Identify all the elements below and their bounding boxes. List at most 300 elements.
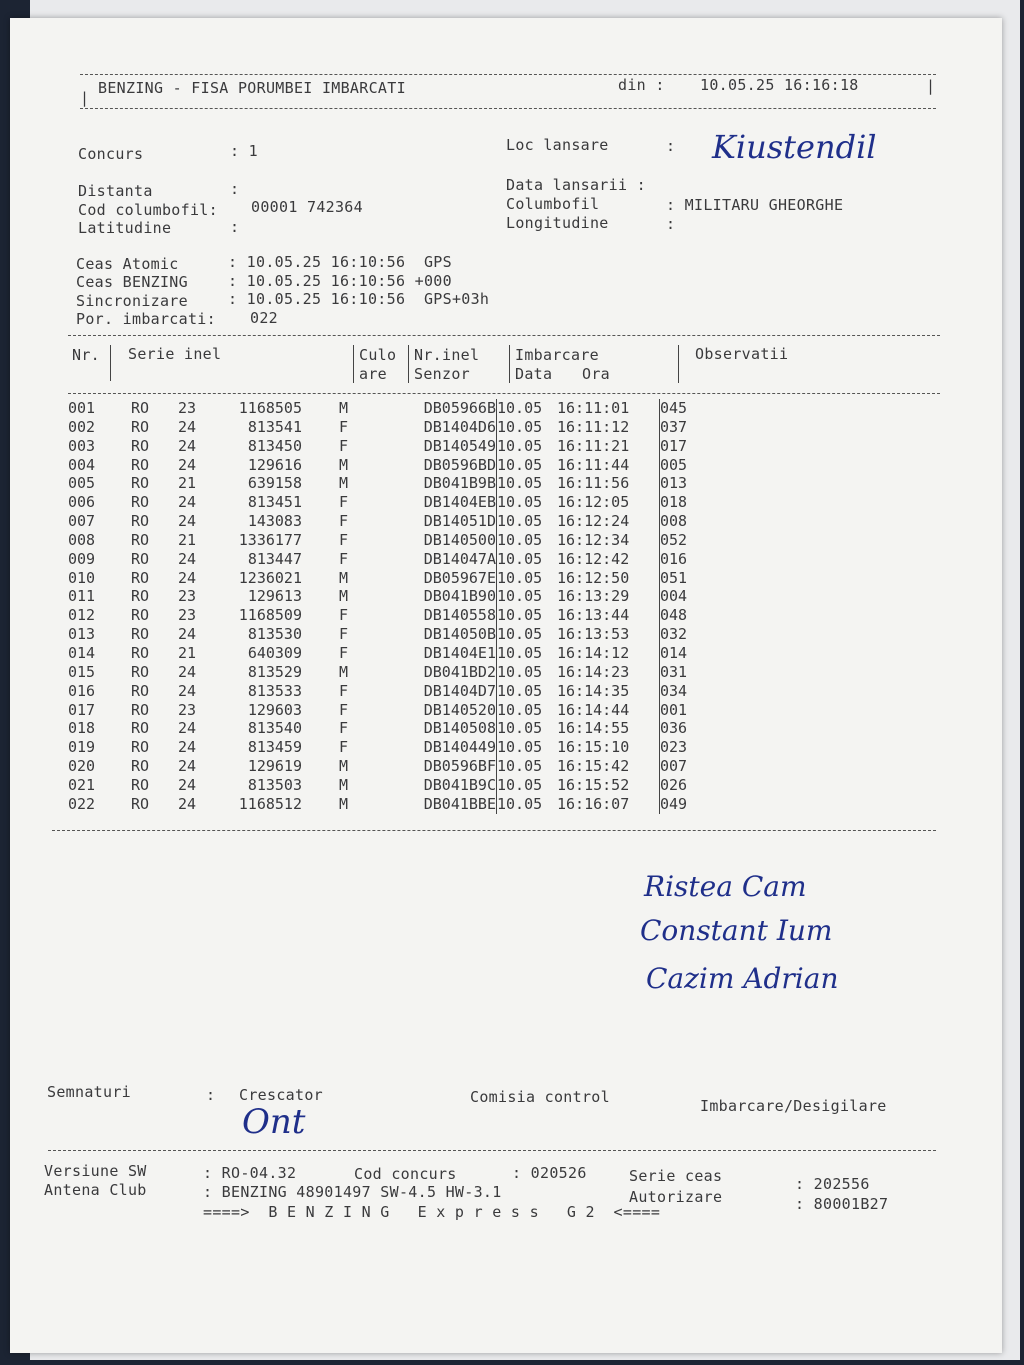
- row-sensor: DB1404EB: [402, 493, 497, 512]
- row-country: RO: [130, 417, 150, 436]
- row-color: [348, 701, 402, 720]
- row-nr: 015: [68, 662, 96, 681]
- handwritten-name-1: Ristea Cam: [644, 870, 807, 903]
- semnaturi-label: Semnaturi: [47, 1083, 131, 1101]
- row-ring-number: 640309: [247, 643, 302, 662]
- row-year: 24: [177, 625, 197, 644]
- columbofil-label: Columbofil: [506, 195, 600, 213]
- loc-lansare-label: Loc lansare: [506, 136, 609, 154]
- row-year: 24: [177, 738, 197, 757]
- row-ring-number: 639158: [247, 474, 302, 493]
- row-nr: 016: [68, 681, 96, 700]
- print-date-label: din :: [618, 76, 665, 94]
- row-sex: F: [338, 417, 348, 436]
- row-sex: M: [338, 662, 348, 681]
- row-observation: 052: [660, 530, 688, 549]
- row-date: 10.05: [497, 738, 543, 757]
- row-nr: 010: [68, 568, 96, 587]
- row-observation: 045: [660, 399, 688, 417]
- row-year: 24: [177, 662, 197, 681]
- row-ring-number: 813451: [247, 493, 302, 512]
- row-observation: 032: [660, 625, 688, 644]
- row-time: 16:12:24: [557, 512, 660, 531]
- table-row: [68, 663, 710, 682]
- col-divider: [509, 345, 510, 383]
- row-ring-number: 1168512: [238, 794, 302, 813]
- table-row: [68, 644, 710, 663]
- table-bottom-rule: [52, 830, 936, 831]
- row-color: [348, 738, 402, 757]
- row-sensor: DB05966B: [402, 399, 497, 418]
- col-header-data: Data: [515, 365, 553, 383]
- row-year: 24: [177, 757, 197, 776]
- row-color: [348, 493, 402, 512]
- row-year: 24: [177, 794, 197, 813]
- row-sex: F: [338, 625, 348, 644]
- crescator-signature: Ont: [242, 1102, 306, 1142]
- row-country: RO: [130, 625, 150, 644]
- row-color: [348, 437, 402, 456]
- row-time: 16:16:07: [557, 795, 660, 814]
- table-top-rule: [68, 335, 940, 336]
- concurs-label: Concurs: [78, 145, 144, 163]
- row-nr: 019: [68, 738, 96, 757]
- table-row: [68, 606, 710, 625]
- row-sex: M: [338, 455, 348, 474]
- table-row: [68, 682, 710, 701]
- table-row: [68, 512, 710, 531]
- col-divider: [353, 345, 354, 383]
- row-year: 24: [177, 455, 197, 474]
- row-sex: M: [338, 794, 348, 813]
- col-header-culo: Culo: [359, 346, 397, 364]
- row-date: 10.05: [497, 436, 543, 455]
- autorizare-value: : 80001B27: [795, 1195, 889, 1213]
- row-sex: F: [338, 530, 348, 549]
- table-row: [68, 701, 710, 720]
- comisia-control-label: Comisia control: [470, 1088, 610, 1106]
- row-observation: 007: [660, 757, 688, 776]
- table-row: [68, 776, 710, 795]
- row-country: RO: [130, 474, 150, 493]
- row-color: [348, 456, 402, 475]
- col-divider: [678, 345, 679, 383]
- row-date: 10.05: [497, 549, 543, 568]
- row-date: 10.05: [497, 719, 543, 738]
- row-ring-number: 129613: [247, 587, 302, 606]
- row-sensor: DB1404E1: [402, 644, 497, 663]
- row-sensor: DB1404D7: [402, 682, 497, 701]
- row-country: RO: [130, 700, 150, 719]
- row-country: RO: [130, 775, 150, 794]
- distanta-label: Distanta: [78, 182, 153, 200]
- loc-lansare-handwritten: Kiustendil: [712, 128, 877, 166]
- versiune-sw-value: : RO-04.32: [203, 1164, 297, 1182]
- row-sex: F: [338, 493, 348, 512]
- row-observation: 031: [660, 662, 688, 681]
- row-date: 10.05: [497, 512, 543, 531]
- row-year: 24: [177, 681, 197, 700]
- col-header-serie: Serie inel: [128, 345, 222, 363]
- row-sensor: DB0596BD: [402, 456, 497, 475]
- row-observation: 037: [660, 417, 688, 436]
- row-sex: M: [338, 587, 348, 606]
- row-year: 24: [177, 775, 197, 794]
- row-color: [348, 399, 402, 418]
- row-color: [348, 644, 402, 663]
- row-time: 16:11:21: [557, 437, 660, 456]
- row-observation: 023: [660, 738, 688, 757]
- row-sex: M: [338, 775, 348, 794]
- row-sensor: DB140449: [402, 738, 497, 757]
- row-year: 23: [177, 399, 197, 417]
- row-year: 24: [177, 568, 197, 587]
- col-divider: [110, 345, 111, 381]
- row-observation: 008: [660, 512, 688, 531]
- table-row: [68, 493, 710, 512]
- row-nr: 013: [68, 625, 96, 644]
- row-color: [348, 606, 402, 625]
- row-sex: F: [338, 700, 348, 719]
- row-time: 16:11:56: [557, 474, 660, 493]
- row-time: 16:15:52: [557, 776, 660, 795]
- row-color: [348, 512, 402, 531]
- row-time: 16:15:42: [557, 757, 660, 776]
- row-ring-number: 813540: [247, 719, 302, 738]
- row-time: 16:14:44: [557, 701, 660, 720]
- row-sensor: DB140500: [402, 531, 497, 550]
- row-year: 24: [177, 417, 197, 436]
- row-sensor: DB1404D6: [402, 418, 497, 437]
- row-ring-number: 1236021: [238, 568, 302, 587]
- row-time: 16:13:53: [557, 625, 660, 644]
- row-time: 16:12:05: [557, 493, 660, 512]
- cod-concurs-label: Cod concurs: [354, 1165, 457, 1183]
- col-header-imbarcare: Imbarcare: [515, 346, 599, 364]
- row-date: 10.05: [497, 643, 543, 662]
- row-time: 16:14:35: [557, 682, 660, 701]
- row-country: RO: [130, 794, 150, 813]
- row-date: 10.05: [497, 757, 543, 776]
- row-time: 16:11:44: [557, 456, 660, 475]
- row-color: [348, 531, 402, 550]
- row-sex: F: [338, 738, 348, 757]
- row-time: 16:12:50: [557, 569, 660, 588]
- row-date: 10.05: [497, 568, 543, 587]
- row-color: [348, 719, 402, 738]
- row-time: 16:12:42: [557, 550, 660, 569]
- longitudine-label: Longitudine: [506, 214, 609, 232]
- row-sensor: DB0596BF: [402, 757, 497, 776]
- col-header-ora: Ora: [582, 365, 610, 383]
- row-ring-number: 813541: [247, 417, 302, 436]
- row-sensor: DB041BBE: [402, 795, 497, 814]
- row-country: RO: [130, 606, 150, 625]
- ceas-atomic-label: Ceas Atomic: [76, 255, 179, 273]
- row-observation: 001: [660, 700, 688, 719]
- table-row: [68, 757, 710, 776]
- row-sex: F: [338, 512, 348, 531]
- antena-club-label: Antena Club: [44, 1181, 147, 1199]
- row-sensor: DB140549: [402, 437, 497, 456]
- handwritten-name-3: Cazim Adrian: [646, 962, 839, 995]
- row-color: [348, 418, 402, 437]
- col-header-observatii: Observatii: [695, 345, 789, 363]
- row-date: 10.05: [497, 662, 543, 681]
- row-country: RO: [130, 643, 150, 662]
- row-observation: 049: [660, 794, 688, 813]
- table-row: [68, 474, 710, 493]
- table-row: [68, 795, 710, 814]
- col-header-senzor: Senzor: [414, 365, 470, 383]
- semnaturi-colon: :: [206, 1086, 216, 1104]
- benzing-express-banner: ====> B E N Z I N G E x p r e s s G 2 <====: [203, 1203, 661, 1221]
- row-ring-number: 813450: [247, 436, 302, 455]
- row-sex: F: [338, 436, 348, 455]
- row-ring-number: 813530: [247, 625, 302, 644]
- footer-top-rule: [48, 1150, 936, 1151]
- row-nr: 004: [68, 455, 96, 474]
- row-sensor: DB041B9B: [402, 474, 497, 493]
- table-row: [68, 625, 710, 644]
- row-country: RO: [130, 568, 150, 587]
- row-observation: 026: [660, 775, 688, 794]
- handwritten-name-2: Constant Ium: [640, 914, 833, 947]
- row-time: 16:13:44: [557, 606, 660, 625]
- row-country: RO: [130, 455, 150, 474]
- row-time: 16:14:55: [557, 719, 660, 738]
- row-nr: 012: [68, 606, 96, 625]
- row-nr: 020: [68, 757, 96, 776]
- row-ring-number: 1336177: [238, 530, 302, 549]
- row-sex: F: [338, 643, 348, 662]
- row-sensor: DB140558: [402, 606, 497, 625]
- row-color: [348, 776, 402, 795]
- row-year: 21: [177, 643, 197, 662]
- row-ring-number: 1168509: [238, 606, 302, 625]
- pigeon-table-body: [68, 399, 710, 814]
- row-date: 10.05: [497, 700, 543, 719]
- row-ring-number: 813503: [247, 775, 302, 794]
- row-nr: 008: [68, 530, 96, 549]
- table-row: [68, 569, 710, 588]
- row-sex: M: [338, 568, 348, 587]
- loc-lansare-colon: :: [666, 137, 676, 155]
- antena-club-value: : BENZING 48901497 SW-4.5 HW-3.1: [203, 1183, 502, 1201]
- row-date: 10.05: [497, 794, 543, 813]
- row-year: 23: [177, 606, 197, 625]
- por-imbarcati-label: Por. imbarcati:: [76, 310, 216, 328]
- row-nr: 001: [68, 399, 96, 417]
- row-ring-number: 813533: [247, 681, 302, 700]
- row-nr: 009: [68, 549, 96, 568]
- por-imbarcati-value: 022: [250, 309, 278, 327]
- row-ring-number: 813447: [247, 549, 302, 568]
- data-lansarii-label: Data lansarii :: [506, 176, 646, 194]
- row-sensor: DB041BD2: [402, 663, 497, 682]
- row-date: 10.05: [497, 399, 543, 417]
- row-sex: M: [338, 757, 348, 776]
- row-nr: 014: [68, 643, 96, 662]
- row-color: [348, 757, 402, 776]
- row-year: 24: [177, 436, 197, 455]
- pigeon-table: [68, 399, 710, 814]
- row-date: 10.05: [497, 530, 543, 549]
- row-color: [348, 569, 402, 588]
- row-ring-number: 813459: [247, 738, 302, 757]
- row-time: 16:11:01: [557, 399, 660, 418]
- row-sex: F: [338, 719, 348, 738]
- distanta-colon: :: [230, 180, 240, 198]
- row-country: RO: [130, 662, 150, 681]
- row-observation: 005: [660, 455, 688, 474]
- row-sex: M: [338, 474, 348, 493]
- row-ring-number: 129603: [247, 700, 302, 719]
- row-country: RO: [130, 399, 150, 417]
- row-country: RO: [130, 587, 150, 606]
- row-sensor: DB05967E: [402, 569, 497, 588]
- table-row: [68, 437, 710, 456]
- table-row: [68, 587, 710, 606]
- row-country: RO: [130, 681, 150, 700]
- row-year: 24: [177, 493, 197, 512]
- row-sensor: DB041B90: [402, 587, 497, 606]
- row-date: 10.05: [497, 587, 543, 606]
- row-time: 16:14:23: [557, 663, 660, 682]
- ceas-benzing-label: Ceas BENZING: [76, 273, 188, 291]
- row-date: 10.05: [497, 474, 543, 493]
- row-nr: 017: [68, 700, 96, 719]
- row-sex: F: [338, 681, 348, 700]
- table-row: [68, 738, 710, 757]
- row-observation: 004: [660, 587, 688, 606]
- row-time: 16:12:34: [557, 531, 660, 550]
- longitudine-colon: :: [666, 215, 676, 233]
- cod-columbofil-label: Cod columbofil:: [78, 201, 218, 219]
- row-date: 10.05: [497, 606, 543, 625]
- row-sensor: DB14051D: [402, 512, 497, 531]
- sincronizare-value: : 10.05.25 16:10:56 GPS+03h: [228, 290, 490, 308]
- crescator-label: Crescator: [239, 1086, 323, 1104]
- row-observation: 014: [660, 643, 688, 662]
- row-color: [348, 550, 402, 569]
- table-row: [68, 550, 710, 569]
- latitudine-colon: :: [230, 218, 240, 236]
- table-row: [68, 456, 710, 475]
- row-country: RO: [130, 549, 150, 568]
- row-observation: 018: [660, 493, 688, 512]
- row-color: [348, 682, 402, 701]
- row-year: 23: [177, 587, 197, 606]
- row-sex: F: [338, 606, 348, 625]
- table-row: [68, 531, 710, 550]
- row-observation: 036: [660, 719, 688, 738]
- row-nr: 005: [68, 474, 96, 493]
- latitudine-label: Latitudine: [78, 219, 172, 237]
- row-date: 10.05: [497, 681, 543, 700]
- table-header-rule: [68, 393, 940, 394]
- row-country: RO: [130, 530, 150, 549]
- row-date: 10.05: [497, 775, 543, 794]
- row-date: 10.05: [497, 493, 543, 512]
- row-color: [348, 625, 402, 644]
- table-row: [68, 719, 710, 738]
- row-country: RO: [130, 493, 150, 512]
- document-title: BENZING - FISA PORUMBEI IMBARCATI: [98, 79, 406, 97]
- col-divider: [408, 345, 409, 383]
- imbarcare-desigilare-label: Imbarcare/Desigilare: [700, 1097, 887, 1115]
- row-sex: F: [338, 549, 348, 568]
- row-ring-number: 813529: [247, 662, 302, 681]
- header-left-bar: |: [80, 89, 90, 107]
- row-year: 23: [177, 700, 197, 719]
- col-header-nrinel: Nr.inel: [414, 346, 480, 364]
- row-sex: M: [338, 399, 348, 417]
- row-date: 10.05: [497, 625, 543, 644]
- row-country: RO: [130, 757, 150, 776]
- row-nr: 018: [68, 719, 96, 738]
- ceas-atomic-value: : 10.05.25 16:10:56 GPS: [228, 253, 452, 271]
- print-date-value: 10.05.25 16:16:18: [700, 76, 859, 94]
- header-top-rule: [80, 74, 936, 75]
- autorizare-label: Autorizare: [629, 1188, 723, 1206]
- row-observation: 013: [660, 474, 688, 493]
- row-sensor: DB041B9C: [402, 776, 497, 795]
- row-date: 10.05: [497, 455, 543, 474]
- header-bottom-rule: [80, 108, 936, 109]
- row-nr: 002: [68, 417, 96, 436]
- row-country: RO: [130, 512, 150, 531]
- row-color: [348, 587, 402, 606]
- row-nr: 007: [68, 512, 96, 531]
- header-right-bar: |: [926, 77, 936, 95]
- row-nr: 011: [68, 587, 96, 606]
- row-ring-number: 143083: [247, 512, 302, 531]
- row-year: 24: [177, 719, 197, 738]
- concurs-value: : 1: [230, 142, 258, 160]
- row-country: RO: [130, 738, 150, 757]
- row-sensor: DB140520: [402, 701, 497, 720]
- versiune-sw-label: Versiune SW: [44, 1162, 147, 1180]
- row-country: RO: [130, 719, 150, 738]
- table-row: [68, 418, 710, 437]
- columbofil-value: : MILITARU GHEORGHE: [666, 196, 844, 214]
- row-color: [348, 795, 402, 814]
- table-row: [68, 399, 710, 418]
- row-country: RO: [130, 436, 150, 455]
- row-time: 16:14:12: [557, 644, 660, 663]
- row-year: 24: [177, 549, 197, 568]
- cod-columbofil-value: 00001 742364: [251, 198, 363, 216]
- row-year: 24: [177, 512, 197, 531]
- row-nr: 003: [68, 436, 96, 455]
- row-time: 16:13:29: [557, 587, 660, 606]
- row-ring-number: 129616: [247, 455, 302, 474]
- row-observation: 048: [660, 606, 688, 625]
- row-nr: 006: [68, 493, 96, 512]
- cod-concurs-value: : 020526: [512, 1164, 587, 1182]
- row-observation: 017: [660, 436, 688, 455]
- row-year: 21: [177, 474, 197, 493]
- row-observation: 016: [660, 549, 688, 568]
- sincronizare-label: Sincronizare: [76, 292, 188, 310]
- row-color: [348, 474, 402, 493]
- ceas-benzing-value: : 10.05.25 16:10:56 +000: [228, 272, 452, 290]
- row-sensor: DB140508: [402, 719, 497, 738]
- col-header-nr: Nr.: [72, 346, 100, 364]
- row-ring-number: 129619: [247, 757, 302, 776]
- row-nr: 022: [68, 794, 96, 813]
